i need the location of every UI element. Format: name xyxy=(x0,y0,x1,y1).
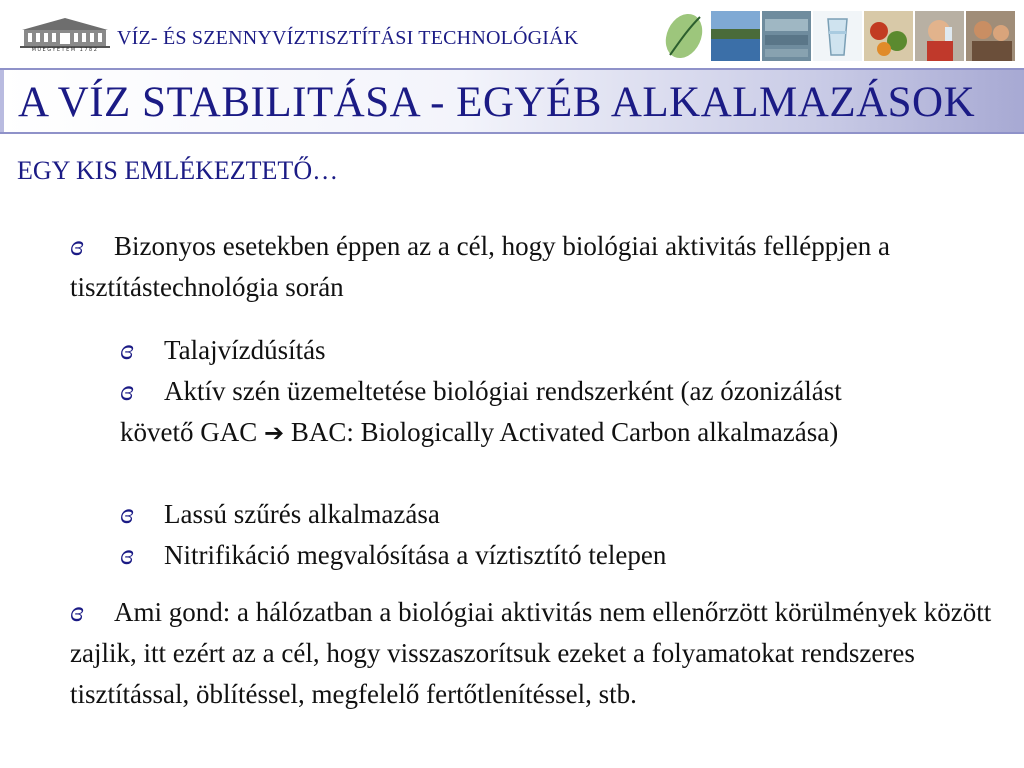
bullet-text: Bizonyos esetekben éppen az a cél, hogy biológiai aktivitás felléppjen a tisztítástechnológia során xyxy=(70,231,890,302)
sub-bullet-text: Nitrifikáció megvalósítása a víztisztító telepen xyxy=(164,540,667,570)
section-subtitle: EGY KIS EMLÉKEZTETŐ… xyxy=(17,156,339,185)
bullet-item xyxy=(70,225,970,308)
bullet-icon: ɞ xyxy=(120,538,135,571)
sub-bullet-item xyxy=(120,493,920,535)
sub-bullet-text: Lassú szűrés alkalmazása xyxy=(164,499,440,529)
bullet-icon: ɞ xyxy=(120,374,135,407)
sub-bullet-item xyxy=(120,534,920,576)
arrow-right-icon: ➔ xyxy=(264,419,285,447)
page-title: A VÍZ STABILITÁSA - EGYÉB ALKALMAZÁSOK xyxy=(18,79,976,126)
sub-bullet-text-continued: BAC: Biologically Activated Carbon alkalmazása) xyxy=(290,417,839,447)
sub-bullet-text: Aktív szén üzemeltetése biológiai rendszerként (az ózonizálást követő GAC xyxy=(120,376,842,447)
header-title: VÍZ- ÉS SZENNYVÍZTISZTÍTÁSI TECHNOLÓGIÁK xyxy=(117,27,579,49)
bullet-icon: ɞ xyxy=(70,229,85,262)
sub-bullet-item xyxy=(120,329,920,371)
bullet-icon: ɞ xyxy=(120,497,135,530)
bullet-item xyxy=(70,591,1000,715)
bullet-icon: ɞ xyxy=(70,595,85,628)
bullet-icon: ɞ xyxy=(120,333,135,366)
sub-bullet-text: Talajvízdúsítás xyxy=(164,335,326,365)
bullet-text: Ami gond: a hálózatban a biológiai aktivitás nem ellenőrzött körülmények között zajlik, itt ezért az a cél, hogy visszaszorítsuk ezeket a folyamatokat rendszeres tisztítással, öblítéssel, megfelelő fertőtlenítéssel, stb. xyxy=(70,597,992,709)
logo-caption: MŰEGYETEM 1782 xyxy=(31,47,99,53)
sub-bullet-item xyxy=(120,370,920,454)
